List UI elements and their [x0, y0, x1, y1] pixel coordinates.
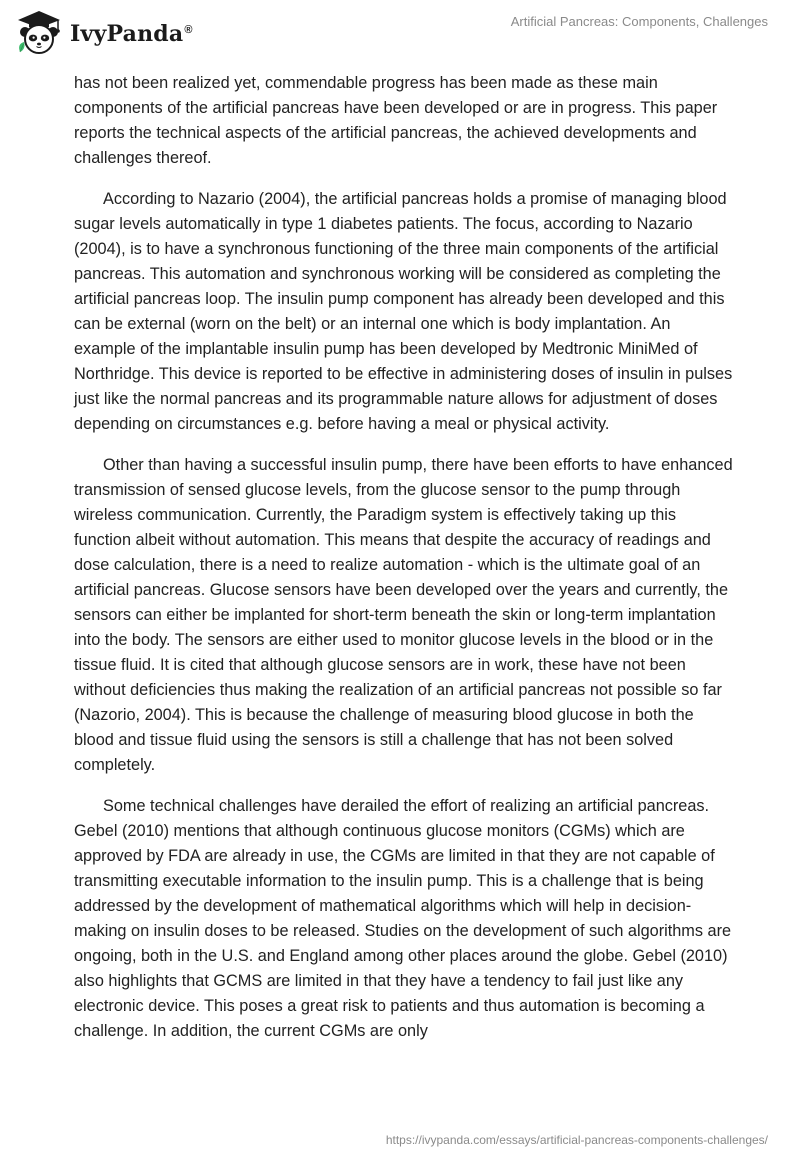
paragraph-technical-challenges: Some technical challenges have derailed the effort of realizing an artificial pancreas. Gebel (2010) mentions that although continuous glucose monitors (CGMs) which are approved by FDA are already in use, the CGMs are limited in that they are not capable of transmitting executable information to the insulin pump. This is a challenge that is being addressed by the development of mathematical algorithms which will help in decision-making on insulin doses to be released. Studies on the development of such algorithms are ongoing, both in the U.S. and England among other places around the globe. Gebel (2010) also highlights that GCMS are limited in that they have a tendency to fail just like any electronic device. This poses a great risk to patients and thus automation is becoming a challenge. In addition, the current CGMs are only [74, 797, 732, 1040]
source-url-link[interactable]: https://ivypanda.com/essays/artificial-pancreas-components-challenges/ [385, 1133, 768, 1147]
brand-logo[interactable] [14, 8, 193, 58]
page-header [0, 0, 800, 70]
registered-mark: ® [184, 23, 193, 36]
document-title: Artificial Pancreas: Components, Challenges [510, 14, 768, 29]
brand-name [70, 21, 193, 47]
panda-graduate-icon [14, 8, 64, 58]
paragraph-continuation: has not been realized yet, commendable progress has been made as these main components of the artificial pancreas have been developed or are in progress. This paper reports the technical aspects of the artificial pancreas, the achieved developments and challenges thereof. [74, 74, 718, 167]
brand-name-text: IvyPanda [70, 21, 184, 47]
essay-body [74, 71, 734, 1060]
paragraph-insulin-pump: Other than having a successful insulin pump, there have been efforts to have enhanced transmission of sensed glucose levels, from the glucose sensor to the pump through wireless communication. Currently, the Paradigm system is effectively taking up this function albeit without automation. This means that despite the accuracy of readings and dose calculation, there is a need to realize automation - which is the ultimate goal of an artificial pancreas. Glucose sensors have been developed over the years and currently, the sensors can either be implanted for short-term beneath the skin or long-term implantation into the body. The sensors are either used to monitor glucose levels in the blood or in the tissue fluid. It is cited that although glucose sensors are in work, these have not been without deficiencies thus making the realization of an artificial pancreas not possible so far (Nazorio, 2004). This is because the challenge of measuring blood glucose in both the blood and tissue fluid using the sensors is still a challenge that has not been solved completely. [74, 456, 733, 774]
paragraph-nazario: According to Nazario (2004), the artificial pancreas holds a promise of managing blood sugar levels automatically in type 1 diabetes patients. The focus, according to Nazario (2004), is to have a synchronous functioning of the three main components of the artificial pancreas. This automation and synchronous working will be considered as completing the artificial pancreas loop. The insulin pump component has already been developed and this can be external (worn on the belt) or an internal one which is body implantation. An example of the implantable insulin pump has been developed by Medtronic MiniMed of Northridge. This device is reported to be effective in administering doses of insulin in pulses just like the normal pancreas and its programmable nature allows for adjustment of doses depending on circumstances e.g. before having a meal or physical activity. [74, 190, 733, 433]
